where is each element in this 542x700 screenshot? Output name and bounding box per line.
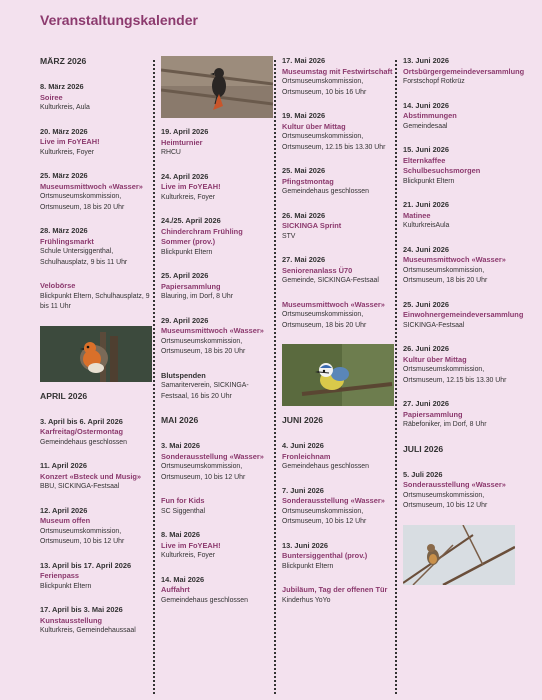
redstart-photo bbox=[161, 56, 273, 118]
event-entry bbox=[161, 271, 273, 303]
robin-photo bbox=[40, 326, 152, 382]
event-name: Auffahrt bbox=[161, 585, 190, 594]
event-organizer: Gemeindehaus geschlossen bbox=[282, 188, 369, 195]
event-date: 13. April bis 17. April 2026 bbox=[40, 560, 132, 570]
event-entry bbox=[403, 56, 525, 88]
event-date: 26. Mai 2026 bbox=[282, 210, 326, 220]
event-organizer: Ortsmuseumskommission, Ortsmuseum, 12.15 bis 13.30 Uhr bbox=[282, 133, 386, 151]
event-entry bbox=[282, 300, 394, 332]
event-organizer: SICKINGA-Festsaal bbox=[403, 321, 465, 329]
event-organizer: RHCU bbox=[161, 149, 181, 156]
calendar-column-3 bbox=[282, 56, 394, 619]
event-name: Frühlingsmarkt bbox=[40, 236, 94, 246]
event-organizer: Schule Untersiggenthal, Schulhausplatz, 9 bis 11 Uhr bbox=[40, 248, 128, 266]
event-name: Buntersiggenthal (prov.) bbox=[282, 551, 368, 560]
event-date: Blutspenden bbox=[161, 370, 206, 380]
event-organizer: Ortsmuseumskommission, Ortsmuseum, 18 bis 20 Uhr bbox=[403, 266, 488, 284]
event-date: 28. März 2026 bbox=[40, 226, 88, 235]
event-date: 25. Mai 2026 bbox=[282, 166, 326, 175]
event-name: Konzert «Bsteck und Musig» bbox=[40, 471, 142, 481]
event-date: 17. Mai 2026 bbox=[282, 56, 326, 65]
event-name: Ortsbürgergemeindeversammlung bbox=[403, 66, 525, 76]
event-name: Museumstag mit Festwirtschaft bbox=[282, 66, 393, 76]
event-name: Museumsmittwoch «Wasser» bbox=[403, 255, 506, 264]
event-date: 5. Juli 2026 bbox=[403, 469, 443, 479]
event-entry bbox=[282, 441, 394, 473]
event-entry bbox=[282, 166, 394, 198]
event-name: Sonderausstellung «Wasser» bbox=[403, 480, 506, 489]
event-organizer: Gemeindehaus geschlossen bbox=[282, 463, 369, 470]
event-entry bbox=[161, 441, 273, 483]
month-heading: MAI 2026 bbox=[161, 415, 199, 425]
event-date: 13. Juni 2026 bbox=[403, 56, 450, 65]
event-name: Heimturnier bbox=[161, 137, 203, 147]
month-heading: APRIL 2026 bbox=[40, 390, 88, 401]
calendar-column-1 bbox=[40, 56, 152, 650]
event-organizer: Ortsmuseumskommission, Ortsmuseum, 10 bis 16 Uhr bbox=[282, 78, 367, 96]
month-heading: JULI 2026 bbox=[403, 443, 444, 454]
event-entry bbox=[40, 605, 152, 637]
event-entry bbox=[403, 200, 515, 232]
event-organizer: Räbefoniker, im Dorf, 8 Uhr bbox=[403, 421, 487, 428]
event-date: 19. Mai 2026 bbox=[282, 111, 326, 120]
event-name: Museum offen bbox=[40, 516, 91, 525]
event-organizer: Kulturkreis, Foyer bbox=[161, 193, 215, 201]
event-name: Einwohnergemeindeversammlung bbox=[403, 310, 524, 319]
event-name: Museumsmittwoch «Wasser» bbox=[40, 181, 143, 191]
event-date: 8. März 2026 bbox=[40, 82, 84, 91]
calendar-column-4 bbox=[403, 56, 525, 594]
event-entry bbox=[40, 561, 152, 593]
event-name: Elternkaffee Schulbesuchsmorgen bbox=[403, 155, 481, 175]
event-organizer: Blickpunkt Eltern, Schulhausplatz, 9 bis 11 Uhr bbox=[40, 292, 150, 310]
event-organizer: Forstschopf Rotkrüz bbox=[403, 78, 465, 85]
event-name: Abstimmungen bbox=[403, 111, 457, 120]
event-entry bbox=[282, 255, 394, 287]
event-name: SICKINGA Sprint bbox=[282, 221, 342, 230]
event-date: 26. Juni 2026 bbox=[403, 344, 450, 353]
event-date: 12. April 2026 bbox=[40, 505, 88, 515]
event-name: Soiree bbox=[40, 92, 63, 102]
event-date: 17. April bis 3. Mai 2026 bbox=[40, 605, 123, 614]
event-name: Kultur über Mittag bbox=[403, 354, 467, 364]
column-divider bbox=[274, 60, 276, 694]
event-organizer: Kinderhus YoYo bbox=[282, 596, 331, 604]
event-name: Sonderausstellung «Wasser» bbox=[161, 451, 264, 461]
event-entry bbox=[282, 585, 394, 606]
event-date: 11. April 2026 bbox=[40, 461, 87, 470]
event-organizer: Blauring, im Dorf, 8 Uhr bbox=[161, 293, 233, 300]
event-entry bbox=[403, 344, 515, 386]
event-entry bbox=[403, 470, 515, 512]
event-entry bbox=[282, 486, 394, 528]
event-date: 7. Juni 2026 bbox=[282, 485, 324, 495]
event-name: Chinderchram Frühling Sommer (prov.) bbox=[161, 226, 243, 246]
event-organizer: Kulturkreis, Foyer bbox=[40, 148, 94, 156]
event-date: 21. Juni 2026 bbox=[403, 200, 450, 209]
event-organizer: Kulturkreis, Aula bbox=[40, 104, 90, 111]
event-entry bbox=[282, 56, 394, 98]
event-name: Matinee bbox=[403, 210, 431, 220]
event-organizer: Gemeinde, SICKINGA-Festsaal bbox=[282, 277, 379, 284]
event-entry bbox=[40, 127, 152, 159]
event-name: Live im FoYEAH! bbox=[40, 137, 100, 146]
event-entry bbox=[282, 211, 394, 243]
event-date: 4. Juni 2026 bbox=[282, 441, 324, 450]
event-name: Ferienpass bbox=[40, 571, 80, 580]
page-title: Veranstaltungskalender bbox=[40, 12, 198, 28]
event-organizer: Kulturkreis, Gemeindehaussaal bbox=[40, 627, 136, 634]
event-name: Fun for Kids bbox=[161, 496, 205, 505]
event-entry bbox=[40, 226, 152, 268]
event-organizer: Ortsmuseumskommission, Ortsmuseum, 12.15 bis 13.30 Uhr bbox=[403, 366, 507, 384]
event-entry bbox=[161, 127, 273, 159]
event-entry bbox=[40, 82, 152, 114]
event-date: 14. Juni 2026 bbox=[403, 100, 450, 110]
event-organizer: STV bbox=[282, 232, 296, 240]
event-organizer: KulturkreisAula bbox=[403, 222, 450, 229]
event-organizer: Ortsmuseumskommission, Ortsmuseum, 10 bis 12 Uhr bbox=[40, 527, 125, 545]
event-organizer: Gemeindehaus geschlossen bbox=[40, 438, 127, 446]
event-date: 13. Juni 2026 bbox=[282, 540, 329, 550]
event-date: 19. April 2026 bbox=[161, 127, 209, 136]
event-entry bbox=[40, 461, 152, 493]
event-organizer: SC Siggenthal bbox=[161, 507, 206, 515]
event-entry bbox=[161, 172, 273, 204]
calendar-column-2 bbox=[161, 56, 273, 619]
event-organizer: BBU, SICKINGA-Festsaal bbox=[40, 483, 120, 490]
bird-on-branch-photo bbox=[403, 525, 515, 585]
event-organizer: Ortsmuseumskommission, Ortsmuseum, 18 bis 20 Uhr bbox=[40, 193, 125, 211]
event-date: 15. Juni 2026 bbox=[403, 145, 450, 154]
event-name: Kultur über Mittag bbox=[282, 121, 346, 131]
event-date: 25. Juni 2026 bbox=[403, 299, 450, 309]
event-entry bbox=[403, 245, 515, 287]
event-date: 24. Juni 2026 bbox=[403, 244, 450, 254]
event-name: Live im FoYEAH! bbox=[161, 540, 221, 550]
event-organizer: Ortsmuseumskommission, Ortsmuseum, 10 bis 12 Uhr bbox=[403, 491, 488, 509]
event-name: Velobörse bbox=[40, 281, 76, 290]
event-date: 20. März 2026 bbox=[40, 126, 88, 136]
event-name: Jubiläum, Tag der offenen Tür bbox=[282, 585, 388, 594]
event-entry bbox=[161, 575, 273, 607]
event-date: 3. Mai 2026 bbox=[161, 441, 201, 450]
event-entry bbox=[40, 281, 152, 313]
event-organizer: Blickpunkt Eltern bbox=[403, 177, 455, 185]
event-entry bbox=[161, 216, 273, 258]
event-entry bbox=[161, 496, 273, 517]
event-name: Pfingstmontag bbox=[282, 176, 334, 186]
event-name: Museumsmittwoch «Wasser» bbox=[282, 299, 385, 309]
column-divider bbox=[395, 60, 397, 694]
event-date: 3. April bis 6. April 2026 bbox=[40, 416, 123, 426]
event-date: 29. April 2026 bbox=[161, 315, 209, 325]
event-name: Seniorenanlass Ü70 bbox=[282, 265, 353, 275]
event-name: Fronleichnam bbox=[282, 451, 331, 461]
event-name: Sonderausstellung «Wasser» bbox=[282, 496, 385, 505]
event-organizer: Gemeindesaal bbox=[403, 122, 448, 130]
event-organizer: Blickpunkt Eltern bbox=[282, 562, 334, 570]
event-organizer: Blickpunkt Eltern bbox=[40, 582, 92, 590]
event-name: Museumsmittwoch «Wasser» bbox=[161, 326, 264, 335]
event-entry bbox=[403, 399, 515, 431]
event-entry bbox=[403, 101, 515, 133]
event-entry bbox=[161, 530, 273, 562]
event-entry bbox=[40, 506, 152, 548]
event-entry bbox=[403, 145, 515, 187]
event-organizer: Ortsmuseumskommission, Ortsmuseum, 18 bis 20 Uhr bbox=[282, 311, 367, 329]
month-heading: MÄRZ 2026 bbox=[40, 56, 87, 66]
event-organizer: Blickpunkt Eltern bbox=[161, 248, 213, 256]
blue-tit-photo bbox=[282, 344, 394, 406]
event-name: Live im FoYEAH! bbox=[161, 182, 221, 191]
event-date: 25. März 2026 bbox=[40, 171, 88, 180]
event-organizer: Ortsmuseumskommission, Ortsmuseum, 10 bis 12 Uhr bbox=[161, 463, 246, 481]
event-name: Papiersammlung bbox=[403, 409, 463, 419]
event-date: 24./25. April 2026 bbox=[161, 216, 221, 225]
event-entry bbox=[282, 111, 394, 153]
event-name: Kunstausstellung bbox=[40, 615, 103, 625]
event-entry bbox=[161, 371, 273, 403]
event-entry bbox=[40, 171, 152, 213]
column-divider bbox=[153, 60, 155, 694]
event-entry bbox=[282, 541, 394, 573]
month-heading: JUNI 2026 bbox=[282, 415, 324, 425]
event-date: 24. April 2026 bbox=[161, 171, 209, 181]
event-organizer: Kulturkreis, Foyer bbox=[161, 552, 215, 559]
event-organizer: Ortsmuseumskommission, Ortsmuseum, 10 bis 12 Uhr bbox=[282, 507, 367, 525]
event-date: 27. Juni 2026 bbox=[403, 399, 450, 408]
event-entry bbox=[403, 299, 524, 332]
event-name: Papiersammlung bbox=[161, 281, 221, 291]
event-organizer: Samariterverein, SICKINGA-Festsaal, 16 bis 20 Uhr bbox=[161, 382, 249, 400]
event-date: 8. Mai 2026 bbox=[161, 530, 201, 539]
event-organizer: Gemeindehaus geschlossen bbox=[161, 596, 248, 604]
event-organizer: Ortsmuseumskommission, Ortsmuseum, 18 bis 20 Uhr bbox=[161, 337, 246, 355]
event-date: 25. April 2026 bbox=[161, 271, 209, 280]
event-date: 27. Mai 2026 bbox=[282, 255, 326, 264]
event-entry bbox=[161, 316, 273, 358]
event-entry bbox=[40, 417, 152, 449]
event-name: Karfreitag/Ostermontag bbox=[40, 427, 123, 436]
event-date: 14. Mai 2026 bbox=[161, 574, 205, 584]
